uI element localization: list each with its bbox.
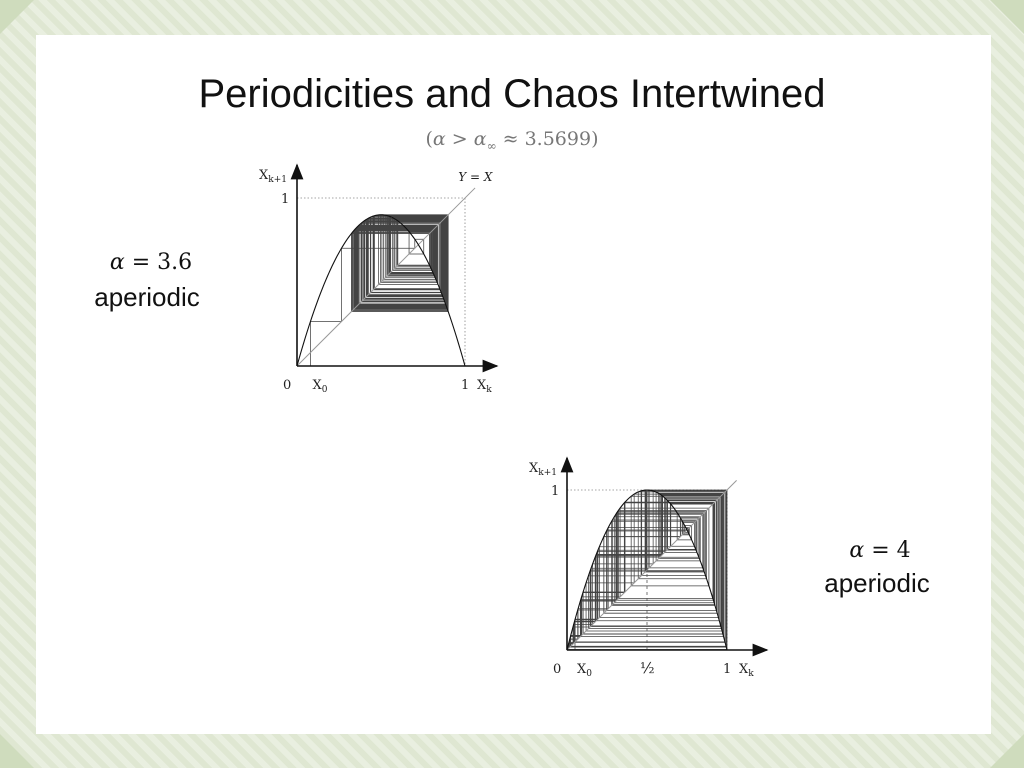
slide-subtitle: $(\alpha > \alpha_\infty \approx 3.5699)$ (425, 128, 599, 153)
identity-line-label: Y = X (458, 170, 493, 185)
panel2-description: aperiodic (824, 568, 930, 598)
tick-label-half: ½ (640, 659, 655, 677)
slide-title: Periodicities and Chaos Intertwined (198, 72, 826, 116)
cobweb-path (310, 215, 448, 366)
tick-label-origin: 0 (283, 378, 292, 393)
tick-label-x-one: 1 (461, 378, 470, 393)
x-axis-label: $X_k$ (477, 378, 492, 395)
panel1-alpha-label: α = 3.6 (109, 250, 193, 275)
cobweb-panel-alpha-3-6 (259, 165, 497, 395)
panel1-description: aperiodic (94, 282, 200, 312)
tick-label-origin: 0 (553, 662, 562, 677)
x-axis-label: $X_k$ (739, 662, 754, 679)
tick-label-x0: $X_0$ (577, 662, 592, 679)
tick-label-x-one: 1 (723, 662, 732, 677)
y-axis-label: $X_{k+1}$ (529, 461, 557, 478)
y-axis-label: $X_{k+1}$ (259, 168, 287, 185)
panel2-alpha-label: α = 4 (849, 538, 911, 563)
tick-label-y-one: 1 (281, 192, 290, 207)
tick-label-y-one: 1 (551, 484, 560, 499)
tick-label-x0: $X_0$ (312, 378, 328, 395)
cobweb-panel-alpha-4 (529, 458, 767, 679)
